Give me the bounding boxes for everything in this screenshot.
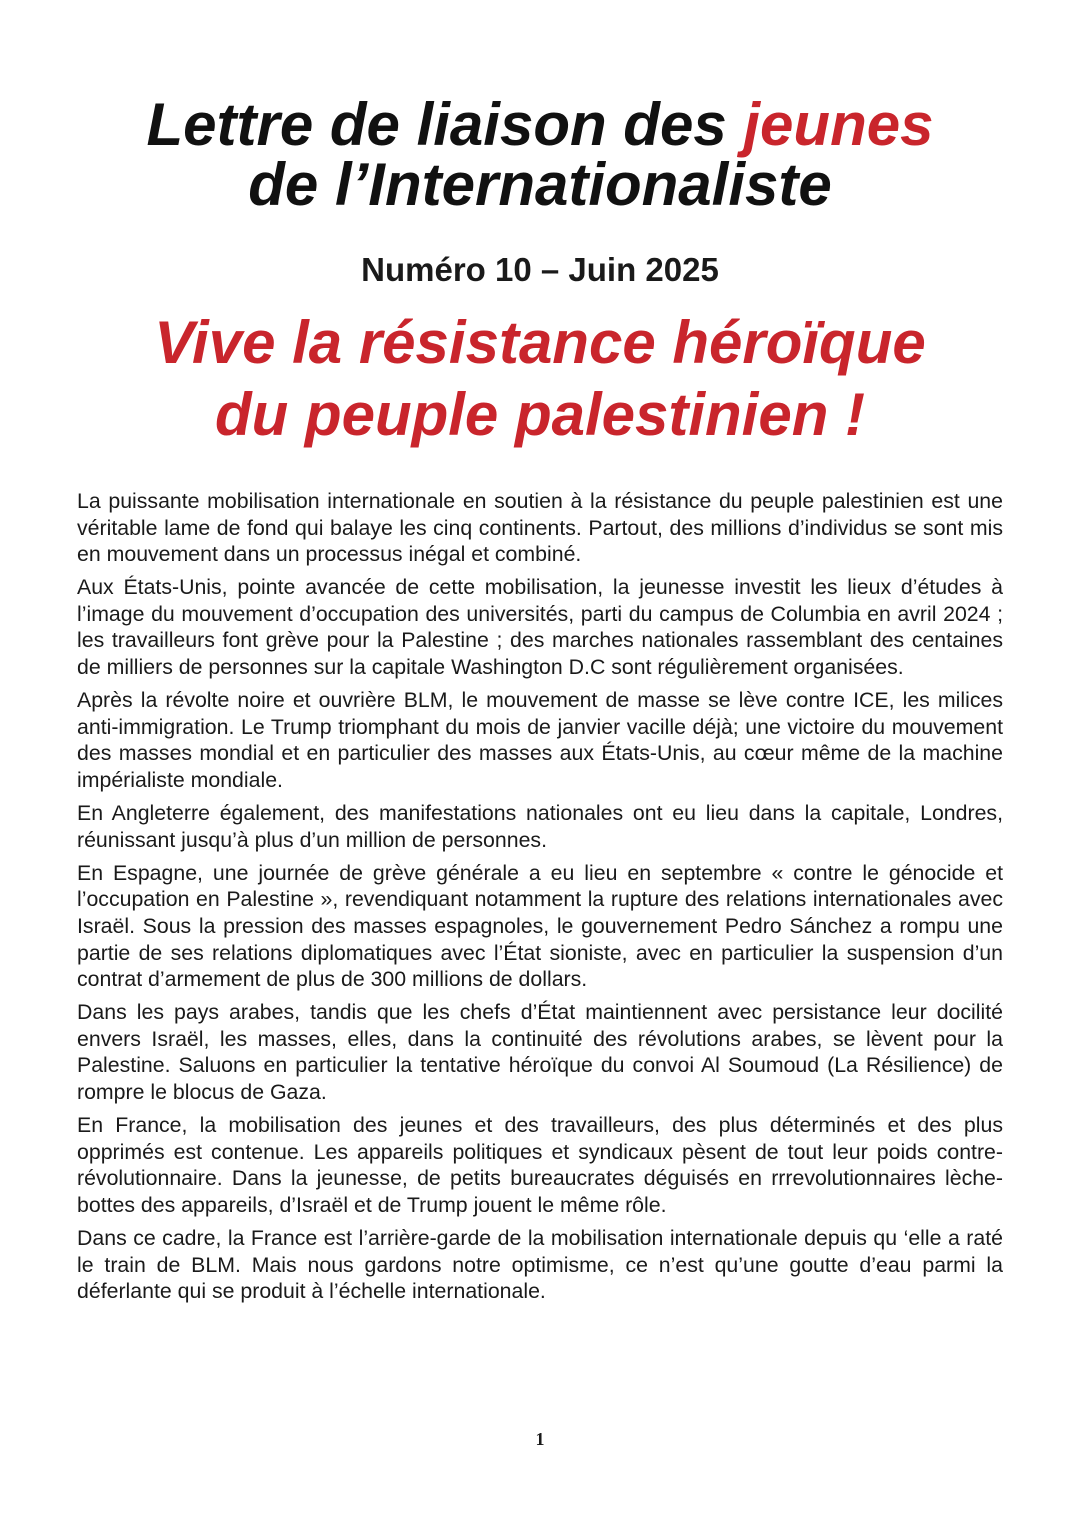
masthead-line-2: de l’Internationaliste — [248, 151, 832, 218]
masthead-accent-word: jeunes — [743, 91, 934, 158]
paragraph: En Espagne, une journée de grève générale a eu lieu en septembre « contre le génocide et l’occupation en Palestine », revendiquant notamment la rupture des relations internationales avec Israël. Sous la pression des masses espagnoles, le gouvernement Pedro Sánchez a rompu une partie de ses relations diplomatiques avec l’État sioniste, avec en particulier la suspension d’un contrat d’armement de plus de 300 millions de dollars. — [77, 860, 1003, 992]
article-body — [77, 488, 1003, 1311]
masthead-prefix: Lettre de liaison des — [146, 91, 744, 158]
paragraph: En Angleterre également, des manifestations nationales ont eu lieu dans la capitale, Londres, réunissant jusqu’à plus d’un million de personnes. — [77, 801, 1003, 852]
paragraph: En France, la mobilisation des jeunes et des travailleurs, des plus déterminés et des plus opprimés est contenue. Les appareils politiques et syndicaux pèsent de tout leur poids contre-révolutionnaire. Dans la jeunesse, de petits bureaucrates déguisés en rrrevolutionnaires lèche-bottes des appareils, d’Israël et de Trump jouent le même rôle. — [77, 1113, 1003, 1217]
headline-line-2: du peuple palestinien ! — [214, 381, 866, 448]
masthead-title — [0, 91, 1080, 218]
paragraph: Aux États-Unis, pointe avancée de cette mobilisation, la jeunesse investit les lieux d’études à l’image du mouvement d’occupation des universités, parti du campus de Columbia en avril 2024 ; les travailleurs font grève pour la Palestine ; des marches nationales rassemblant des centaines de milliers de personnes sur la capitale Washington D.C sont régulièrement organisées. — [77, 575, 1003, 680]
headline-line-1: Vive la résistance héroïque — [154, 309, 926, 376]
issue-number: Numéro 10 – Juin 2025 — [361, 251, 719, 288]
masthead-line-1 — [0, 91, 1080, 158]
paragraph: La puissante mobilisation internationale en soutien à la résistance du peuple palestinien est une véritable lame de fond qui balaye les cinq continents. Partout, des millions d’individus se sont mis en mouvement dans un processus inégal et combiné. — [77, 489, 1003, 567]
paragraph: Dans les pays arabes, tandis que les chefs d’État maintiennent avec persistance leur docilité envers Israël, les masses, elles, dans la continuité des révolutions arabes, se lèvent pour la Palestine. Saluons en particulier la tentative héroïque du convoi Al Soumoud (La Résilience) de rompre le blocus de Gaza. — [77, 1000, 1003, 1104]
paragraph: Dans ce cadre, la France est l’arrière-garde de la mobilisation internationale depuis qu ‘elle a raté le train de BLM. Mais nous gardons notre optimisme, ce n’est qu’une goutte d’eau parmi la déferlante qui se produit à l’échelle internationale. — [77, 1225, 1003, 1304]
headline — [0, 307, 1080, 451]
paragraph: Après la révolte noire et ouvrière BLM, le mouvement de masse se lève contre ICE, les milices anti-immigration. Le Trump triomphant du mois de janvier vacille déjà; une victoire du mouvement des masses mondial et en particulier des masses aux États-Unis, au cœur même de la machine impérialiste mondiale. — [77, 688, 1003, 792]
page-number: 1 — [535, 1429, 545, 1449]
